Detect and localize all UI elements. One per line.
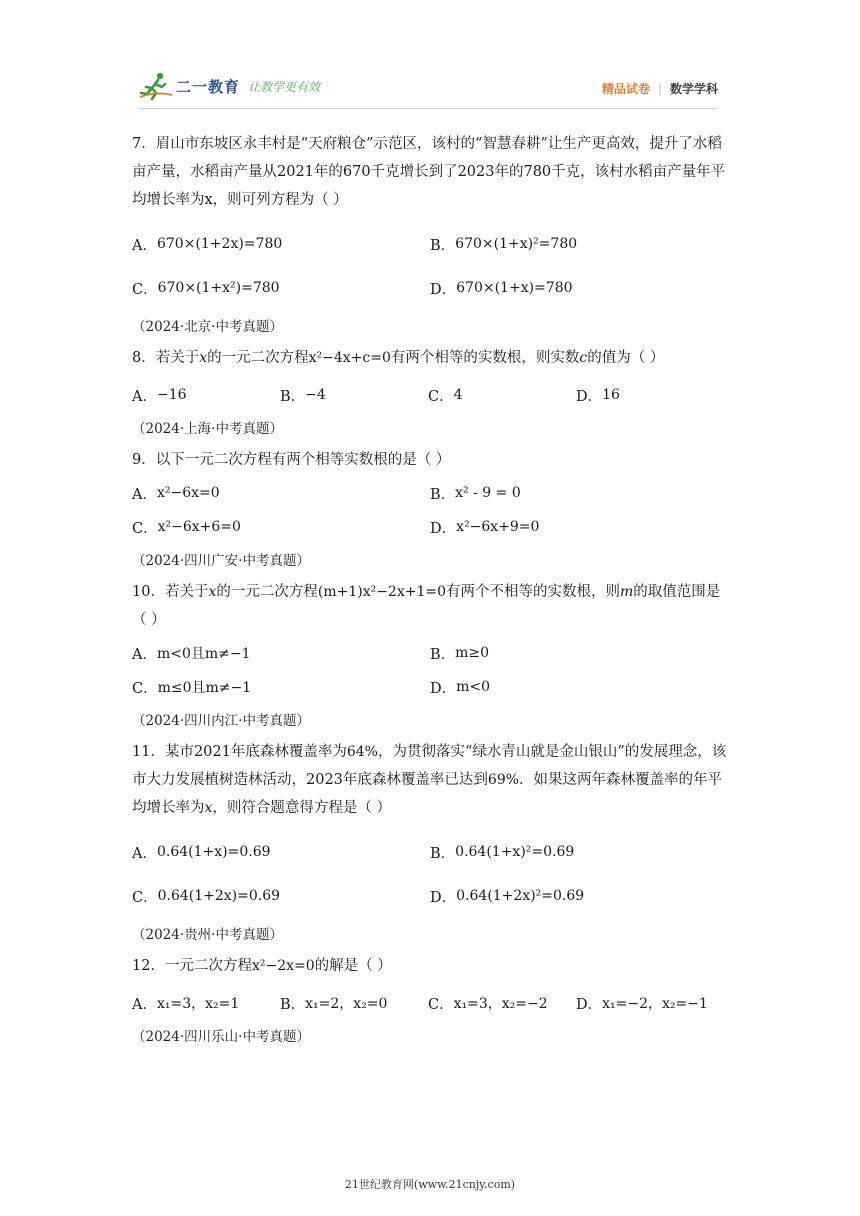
option-c[interactable]: C． 670×(1+x²)=780 [132,280,280,298]
option-grid [132,222,732,310]
page-footer: 21世纪教育网(www.21cnjy.com) [344,1178,516,1191]
option-grid [132,476,732,544]
question-text: 12．一元二次方程x²−2x=0的解是（ ） [132,958,392,974]
option-b[interactable]: B． m≥0 [430,645,490,663]
option-a[interactable]: A． x²−6x=0 [132,485,220,503]
question-9 [132,446,732,578]
option-c[interactable]: C． m≤0且m≠−1 [132,680,252,697]
option-b[interactable]: B． 670×(1+x)²=780 [430,236,578,254]
option-b[interactable]: B． x² - 9 = 0 [430,485,521,503]
question-number: 10． [132,584,165,600]
question-stem: 眉山市东坡区永丰村是“天府粮仓”示范区，该村的“智慧春耕”让生产更高效，提升了水稻亩产量，水稻亩产量从2021年的670千克增长到了2023年的780千克，该村水稻亩产量年平均增长率为x，则可列方程为（ ） [132,136,726,208]
question-source: （2024·上海·中考真题） [132,421,283,437]
question-number: 12． [132,958,165,974]
logo [138,70,320,102]
option-c[interactable]: C． x²−6x+6=0 [132,519,241,537]
question-stem: 以下一元二次方程有两个相等实数根的是（ ） [155,452,451,468]
header-tags [602,80,718,97]
question-number: 7． [132,136,156,152]
question-11 [132,738,732,952]
option-a[interactable]: A． 0.64(1+x)=0.69 [132,844,271,862]
option-d[interactable]: D． x²−6x+9=0 [430,519,540,537]
option-row [132,378,732,412]
page-header [138,70,718,106]
question-number: 8． [132,350,156,366]
option-b[interactable]: B． x₁=2，x₂=0 [280,996,388,1013]
option-b[interactable]: B． 0.64(1+x)²=0.69 [430,844,575,862]
question-text: 10．若关于x的一元二次方程(m+1)x²−2x+1=0有两个不相等的实数根，则m的取值范围是（ ） [132,584,721,628]
tag-quality-paper: 精品试卷 [601,82,650,96]
option-expr: 670×(1+x²)=780 [157,280,280,296]
option-d[interactable]: D． m<0 [430,679,491,697]
option-d[interactable]: D． 16 [576,387,620,405]
option-d[interactable]: D． 0.64(1+2x)²=0.69 [430,888,585,906]
header-divider [138,108,718,109]
question-text: 8．若关于x的一元二次方程x²−4x+c=0有两个相等的实数根，则实数c的值为（ ） [132,350,665,366]
question-7 [132,130,732,344]
question-12 [132,952,732,1054]
question-source: （2024·北京·中考真题） [132,319,283,335]
question-list [132,130,732,1054]
option-expr: 670×(1+x)²=780 [455,236,578,252]
question-source: （2024·四川内江·中考真题） [132,713,310,729]
option-a[interactable]: A． −16 [132,387,187,405]
option-a[interactable]: A． m<0且m≠−1 [132,646,251,663]
question-number: 9． [132,452,156,468]
option-d[interactable]: D． 670×(1+x)=780 [430,280,573,298]
option-a[interactable]: A． 670×(1+2x)=780 [132,236,283,254]
tag-subject: 数学学科 [669,82,718,96]
option-a[interactable]: A． x₁=3，x₂=1 [132,996,240,1013]
question-number: 11． [132,744,165,760]
option-c[interactable]: C． x₁=3，x₂=−2 [428,996,548,1013]
option-expr: 670×(1+x)=780 [456,280,573,296]
question-8 [132,344,732,446]
question-text: 11．某市2021年底森林覆盖率为64%，为贯彻落实“绿水青山就是金山银山”的发展理念，该市大力发展植树造林活动，2023年底森林覆盖率已达到69%．如果这两年森林覆盖率的年平均增长率为x，则符合题意得方程是（ ） [132,744,727,816]
running-figure-logo-icon [138,71,174,101]
option-grid [132,636,732,704]
logo-text: 二一教育 [176,77,241,96]
option-b[interactable]: B． −4 [280,387,326,405]
option-c[interactable]: C． 4 [428,387,463,405]
tag-separator: | [657,81,662,96]
question-source: （2024·四川乐山·中考真题） [132,1029,310,1045]
option-row [132,986,732,1020]
option-c[interactable]: C． 0.64(1+2x)=0.69 [132,888,281,906]
question-10 [132,578,732,738]
logo-slogan: 让教学更有效 [248,79,321,94]
question-text [132,130,732,214]
question-source: （2024·贵州·中考真题） [132,927,283,943]
option-d[interactable]: D． x₁=−2，x₂=−1 [576,996,708,1013]
question-source: （2024·四川广安·中考真题） [132,553,310,569]
option-expr: 670×(1+2x)=780 [156,236,283,252]
option-grid [132,830,732,918]
question-text [132,446,732,474]
